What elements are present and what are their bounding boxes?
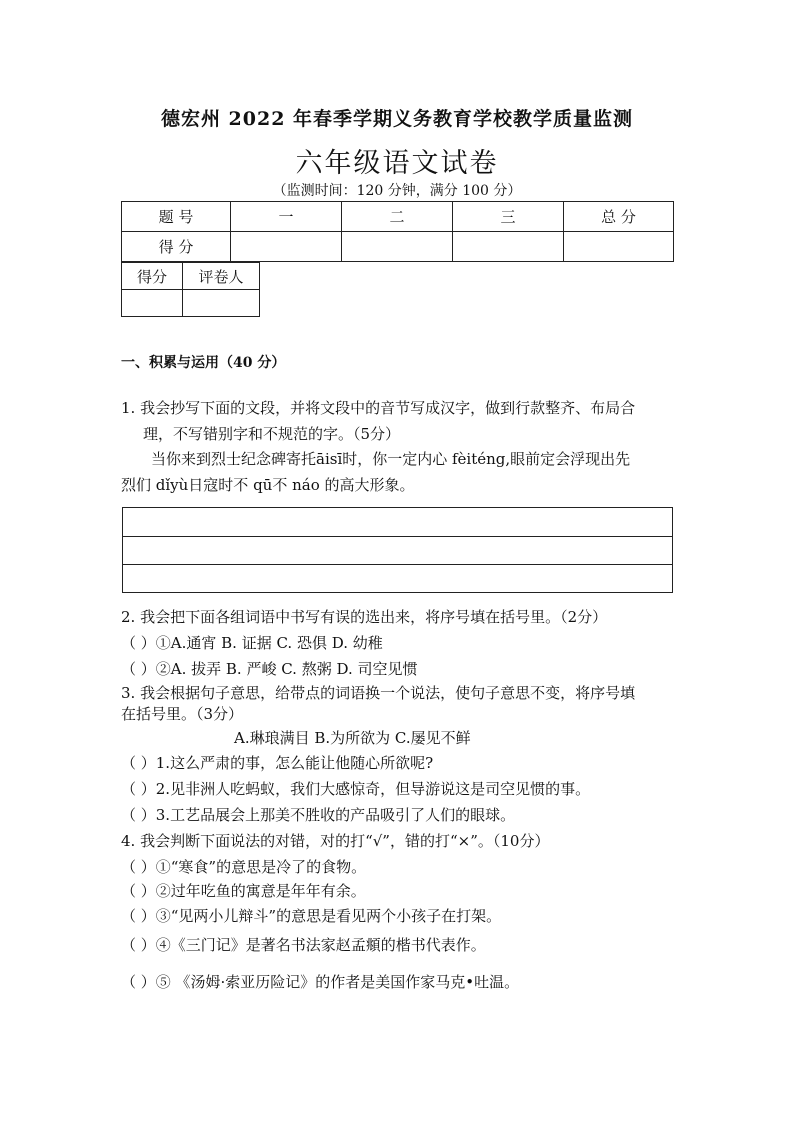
table-row-label: 得 分 [122,232,231,262]
exam-header-title: 德宏州 2022 年春季学期义务教育学校教学质量监测 [160,108,634,130]
question-3-item[interactable]: （ ）3.工艺品展会上那美不胜收的产品吸引了人们的眼球。 [121,806,516,824]
table-row [122,232,674,262]
question-3-stem: 3. 我会根据句子意思，给带点的词语换一个说法，使句子意思不变，将序号填 [121,684,636,702]
table-row [122,263,260,290]
table-header-cell: 评卷人 [183,263,260,290]
question-4-item[interactable]: （ ）①“寒食”的意思是冷了的食物。 [121,858,367,876]
exam-timing-note: （监测时间：120 分钟，满分 100 分） [272,183,522,199]
grader-table [121,262,260,317]
score-cell[interactable] [342,232,453,262]
question-4-item[interactable]: （ ）③“见两小儿辩斗”的意思是看见两个小孩子在打架。 [121,907,502,925]
section-title: 一、积累与运用（40 分） [121,355,286,371]
question-2-item[interactable]: （ ）①A.通宵 B. 证据 C. 恐俱 D. 幼稚 [121,634,383,652]
question-2-stem: 2. 我会把下面各组词语中书写有误的选出来，将序号填在括号里。（2分） [121,608,608,626]
question-1-passage: 当你来到烈士纪念碑寄托āisī时，你一定内心 fèiténg,眼前定会浮现出先 [151,450,631,468]
question-2-item[interactable]: （ ）②A. 拔弄 B. 严峻 C. 熬粥 D. 司空见惯 [121,660,418,678]
question-4-item[interactable]: （ ）⑤ 《汤姆·索亚历险记》的作者是美国作家马克•吐温。 [121,973,520,991]
question-3-item[interactable]: （ ）1.这么严肃的事，怎么能让他随心所欲呢? [121,754,434,772]
table-row [122,290,260,317]
score-cell[interactable] [231,232,342,262]
score-cell[interactable] [122,290,183,317]
exam-subject-title: 六年级语文试卷 [295,148,499,179]
question-3-item[interactable]: （ ）2.见非洲人吃蚂蚁，我们大感惊奇，但导游说这是司空见惯的事。 [121,780,591,798]
writing-line [123,564,672,565]
score-cell[interactable] [453,232,564,262]
question-4-item[interactable]: （ ）④《三门记》是著名书法家赵孟頫的楷书代表作。 [121,936,486,954]
score-cell[interactable] [564,232,674,262]
question-3-stem-cont: 在括号里。（3分） [121,705,244,723]
table-header-cell: 题 号 [122,202,231,232]
question-1-stem: 1. 我会抄写下面的文段，并将文段中的音节写成汉字，做到行款整齐、布局合 [121,399,636,417]
question-4-item[interactable]: （ ）②过年吃鱼的寓意是年年有余。 [121,882,366,900]
table-header-cell: 二 [342,202,453,232]
table-header-cell: 总 分 [564,202,674,232]
grader-cell[interactable] [183,290,260,317]
question-4-stem: 4. 我会判断下面说法的对错，对的打“√”，错的打“×”。（10分） [121,832,550,850]
writing-line [123,536,672,537]
question-1-stem-cont: 理，不写错别字和不规范的字。（5分） [143,425,401,443]
table-header-cell: 三 [453,202,564,232]
question-1-passage-cont: 烈们 dǐyù日寇时不 qū不 náo 的高大形象。 [121,476,415,494]
table-row [122,202,674,232]
writing-lines-box[interactable] [122,507,673,593]
score-summary-table [121,201,674,262]
question-3-options: A.琳琅满目 B.为所欲为 C.屡见不鲜 [234,729,471,747]
table-header-cell: 一 [231,202,342,232]
table-header-cell: 得分 [122,263,183,290]
